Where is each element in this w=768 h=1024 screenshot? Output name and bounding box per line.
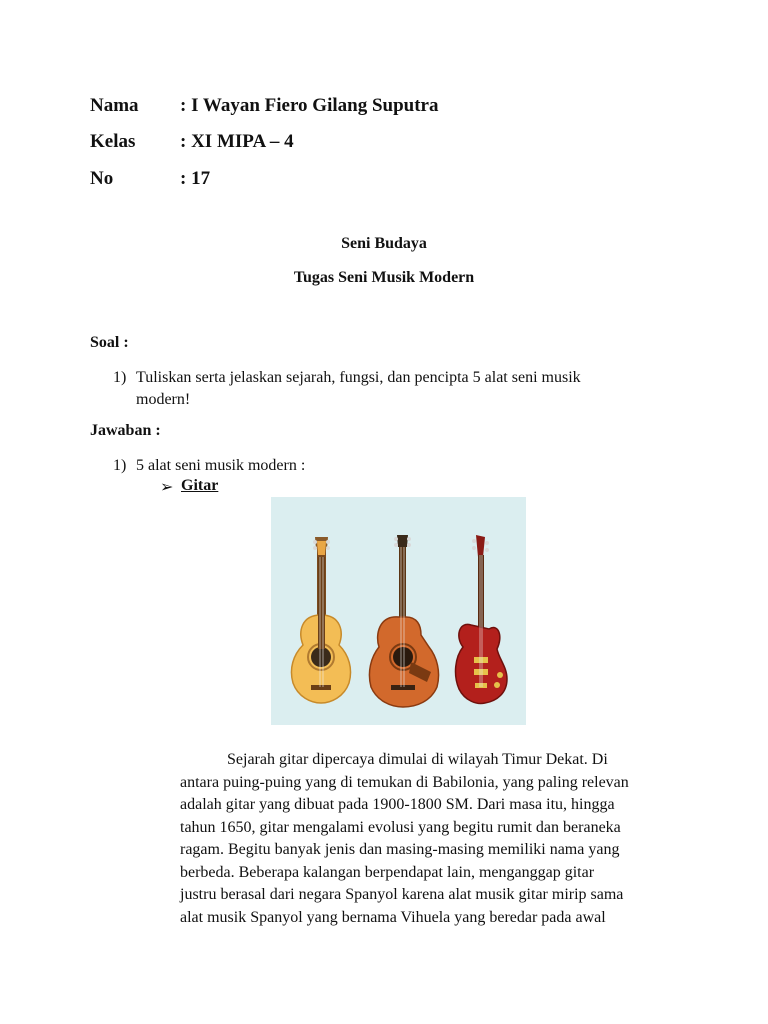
nama-value: : I Wayan Fiero Gilang Suputra — [180, 95, 439, 116]
kelas-value: : XI MIPA – 4 — [180, 131, 294, 152]
jawaban-number: 1) — [113, 457, 127, 474]
paragraph-line: tahun 1650, gitar mengalami evolusi yang begitu rumit dan beraneka — [180, 818, 621, 836]
kelas-label: Kelas — [90, 131, 136, 152]
paragraph-line: alat musik Spanyol yang bernama Vihuela yang beredar pada awal — [180, 908, 606, 926]
no-value: : 17 — [180, 168, 211, 189]
title-tugas: Tugas Seni Musik Modern — [293, 269, 475, 286]
paragraph-line: justru berasal dari negara Spanyol karena alat musik gitar mirip sama — [180, 886, 624, 903]
jawaban-label: Jawaban : — [90, 422, 161, 439]
paragraph-line: Sejarah gitar dipercaya dimulai di wilayah Timur Dekat. Di — [227, 751, 608, 768]
guitars-illustration — [271, 497, 526, 725]
paragraph-line: antara puing-puing yang di temukan di Babilonia, yang paling relevan — [180, 773, 629, 791]
jawaban-text: 5 alat seni musik modern : — [136, 457, 306, 474]
no-label: No — [90, 168, 114, 189]
paragraph-line: berbeda. Beberapa kalangan berpendapat lain, menganggap gitar — [180, 863, 595, 881]
soal-text-line2: modern! — [136, 391, 191, 408]
title-seni-budaya: Seni Budaya — [341, 235, 427, 252]
paragraph-line: ragam. Begitu banyak jenis dan masing-masing memiliki nama yang — [180, 841, 620, 858]
soal-text-line1: Tuliskan serta jelaskan sejarah, fungsi, dan pencipta 5 alat seni musik — [136, 369, 581, 386]
arrow-bullet-icon: ➢ — [160, 479, 174, 496]
item-gitar-heading: Gitar — [181, 477, 219, 494]
acoustic-guitar-icon — [369, 535, 438, 707]
electric-guitar-icon — [456, 535, 507, 703]
soal-number: 1) — [113, 369, 127, 386]
gitar-history-paragraph — [180, 749, 700, 929]
classic-guitar-icon — [291, 537, 350, 703]
soal-label: Soal : — [90, 334, 129, 351]
guitars-svg — [271, 497, 526, 725]
nama-label: Nama — [90, 95, 139, 116]
paragraph-line: adalah gitar yang dibuat pada 1900-1800 SM. Dari masa itu, hingga — [180, 796, 615, 813]
